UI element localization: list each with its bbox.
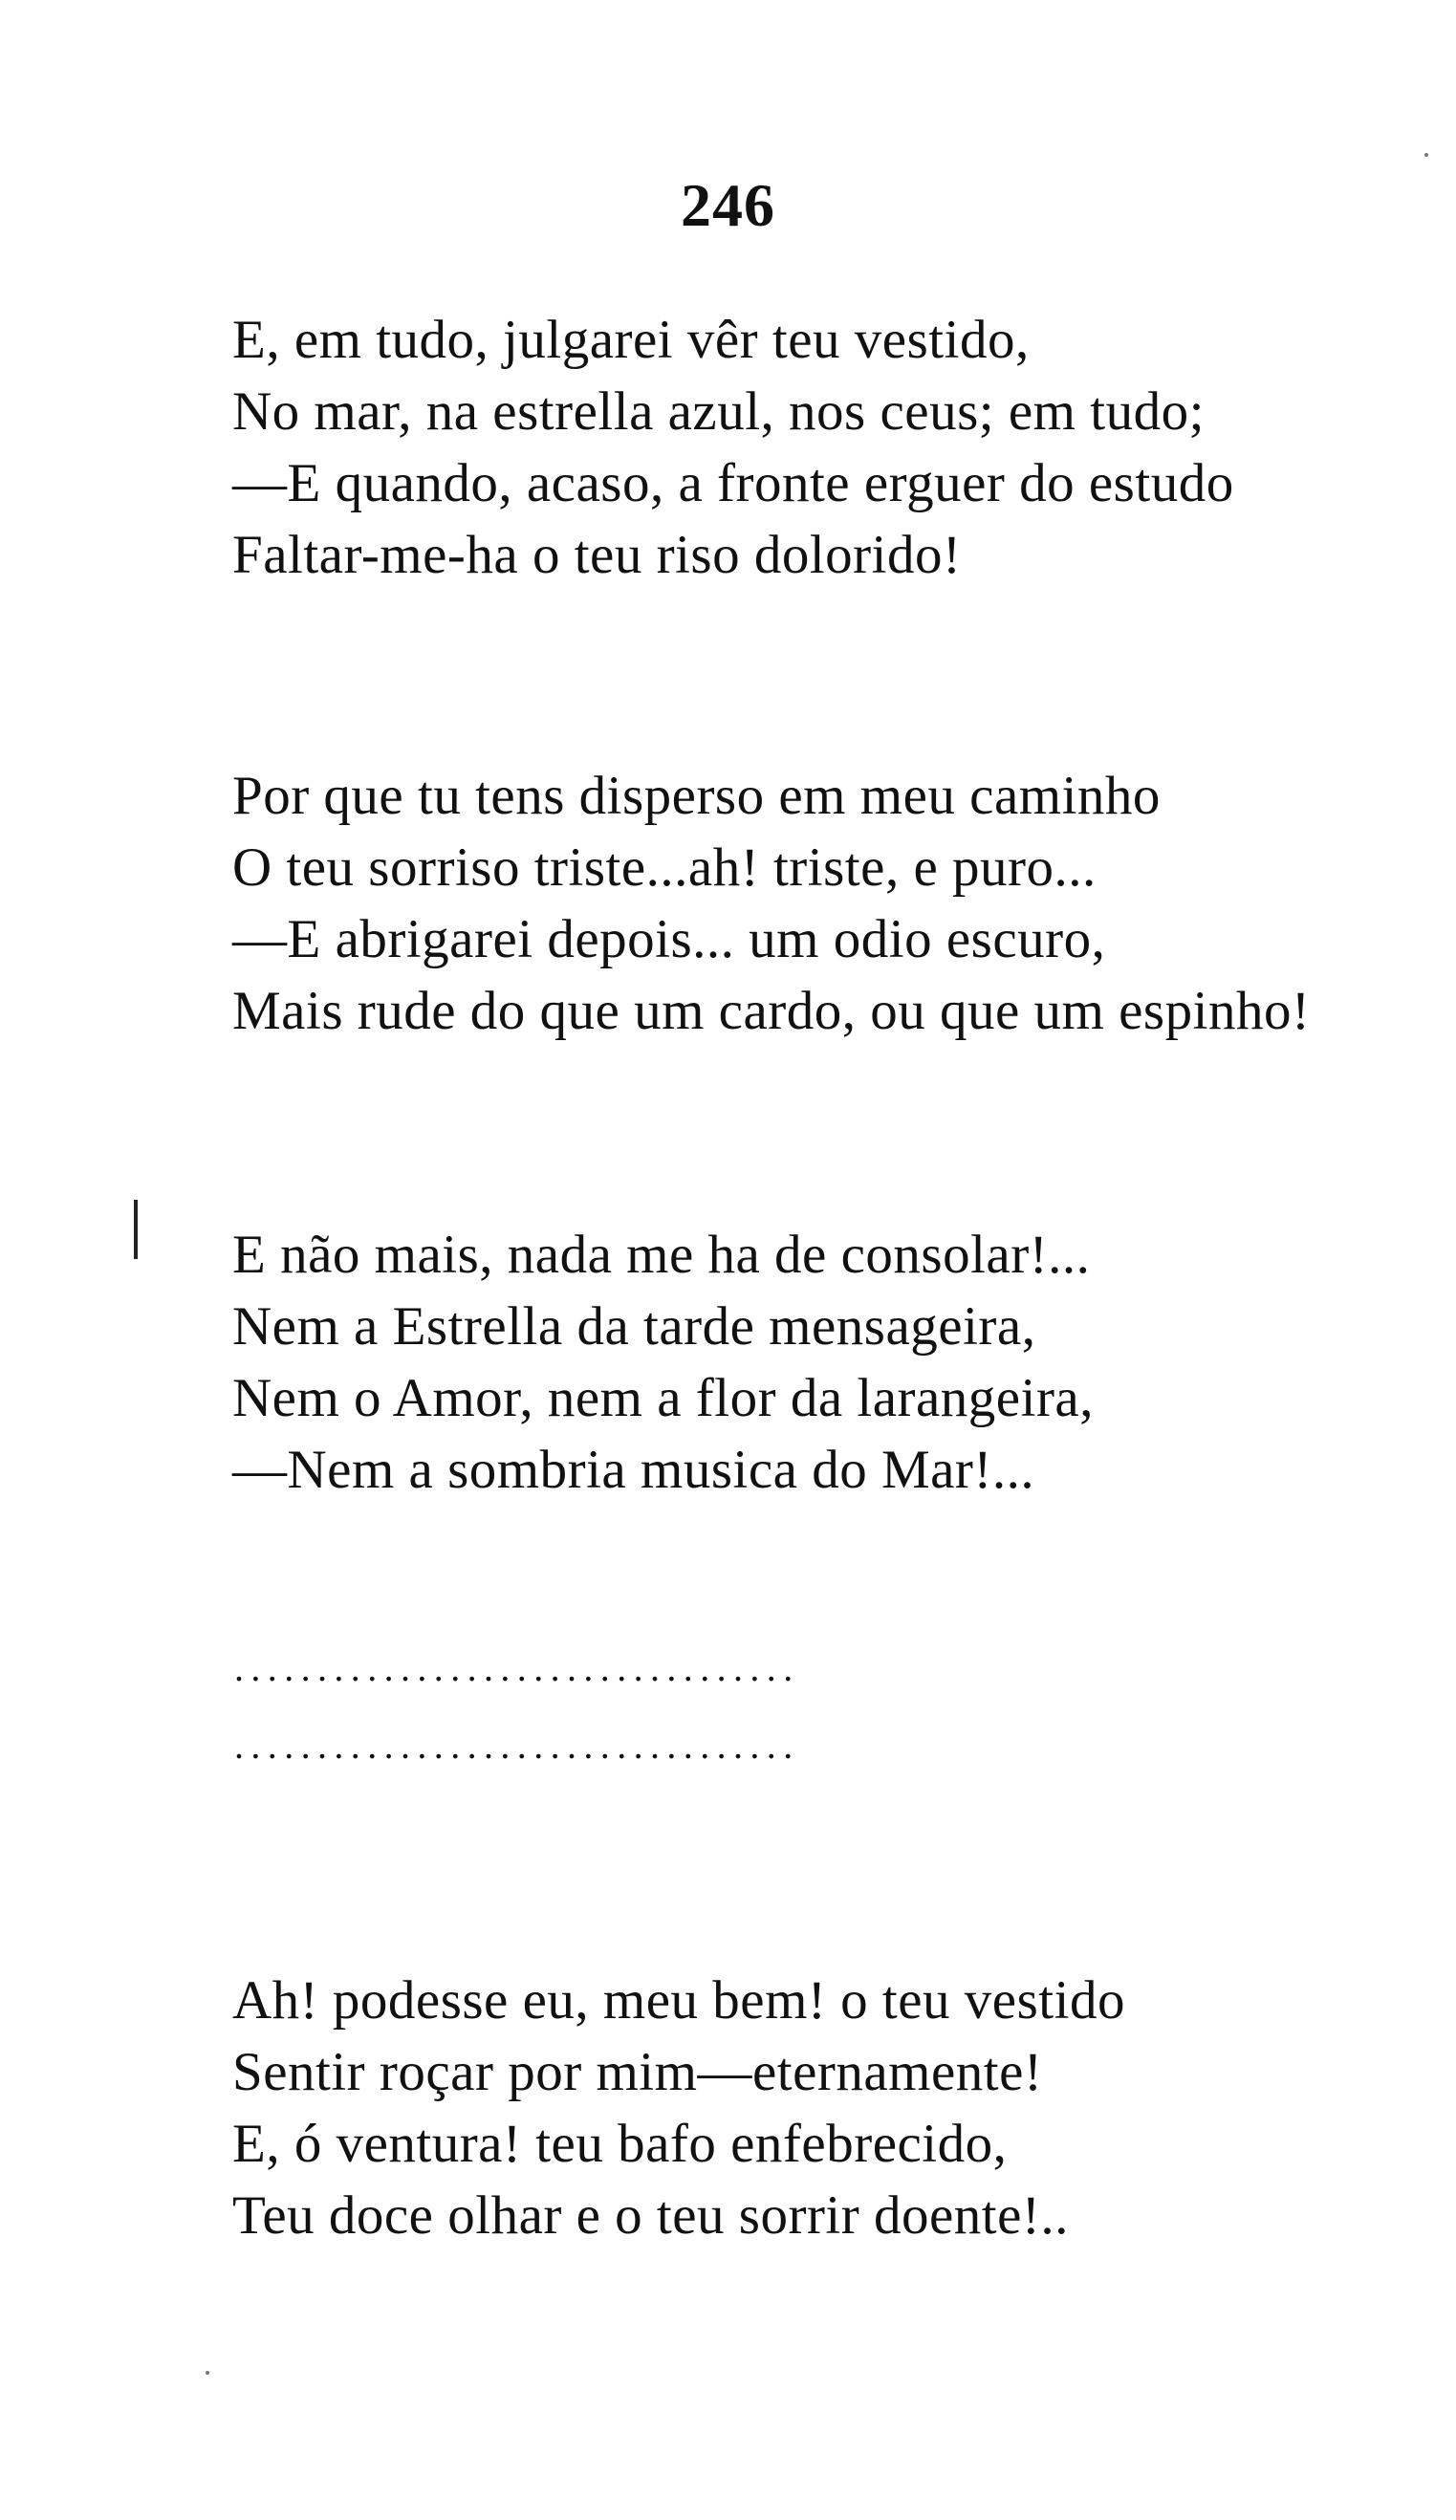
stanza-2	[232, 760, 1418, 1047]
verse-line: Teu doce olhar e o teu sorrir doente!..	[232, 2185, 1069, 2246]
verse-line: E não mais, nada me ha de consolar!...	[232, 1225, 1091, 1285]
verse-line: E, em tudo, julgarei vêr teu vestido,	[232, 310, 1030, 370]
verse-line: No mar, na estrella azul, nos ceus; em tudo;	[232, 381, 1205, 442]
verse-line: Nem a Estrella da tarde mensageira,	[232, 1296, 1036, 1357]
page-number: 246	[681, 171, 775, 239]
stanza-1	[232, 304, 1418, 591]
verse-line: O teu sorriso triste...ah! triste, e puro...	[232, 837, 1097, 898]
paper-speck	[1424, 153, 1428, 157]
stanza-4	[232, 1965, 1418, 2251]
verse-line: Sentir roçar por mim—eternamente!	[232, 2042, 1043, 2102]
margin-mark	[134, 1200, 138, 1259]
ellipsis-row: ..................................	[234, 1649, 800, 1687]
verse-line: —Nem a sombria musica do Mar!...	[232, 1440, 1035, 1500]
stanza-3	[232, 1219, 1418, 1506]
verse-line: Por que tu tens disperso em meu caminho	[232, 766, 1161, 826]
verse-line: Ah! podesse eu, meu bem! o teu vestido	[232, 1970, 1125, 2031]
paper-speck	[206, 2371, 209, 2375]
ellipsis-row: ..................................	[234, 1727, 800, 1765]
verse-line: Faltar-me-ha o teu riso dolorido!	[232, 525, 962, 585]
verse-line: Nem o Amor, nem a flor da larangeira,	[232, 1368, 1094, 1428]
verse-line: E, ó ventura! teu bafo enfebrecido,	[232, 2114, 1008, 2174]
verse-line: —E abrigarei depois... um odio escuro,	[232, 909, 1106, 969]
verse-line: Mais rude do que um cardo, ou que um espinho!	[232, 981, 1311, 1041]
verse-line: —E quando, acaso, a fronte erguer do estudo	[232, 453, 1234, 513]
